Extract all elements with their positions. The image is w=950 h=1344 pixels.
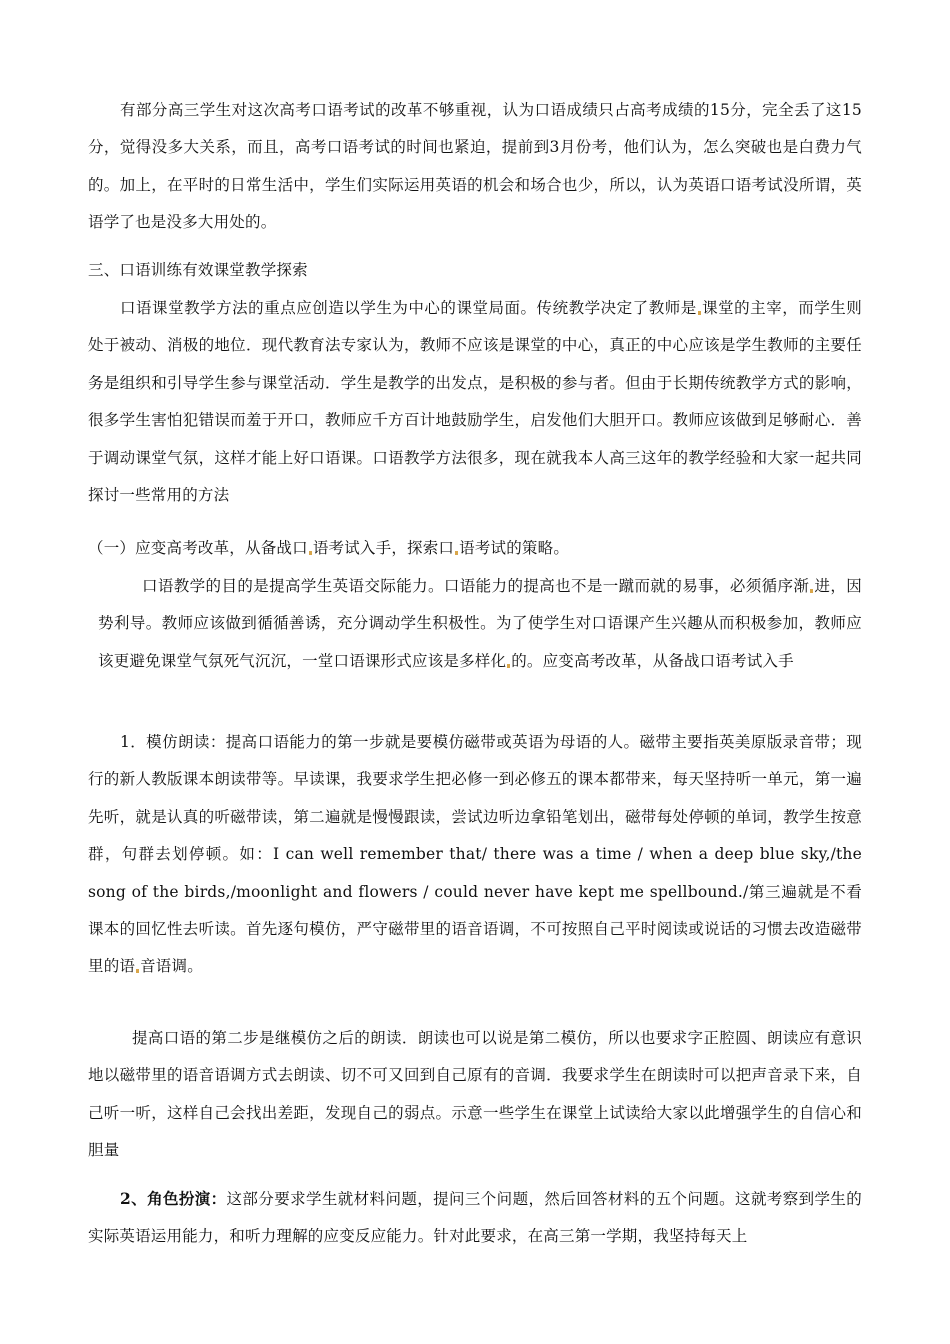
paragraph-role-play-label: 2、角色扮演：: [120, 1189, 227, 1208]
paragraph-teaching-goal-text-c: 的。应变高考改革，从备战口语考试入手: [511, 651, 794, 670]
paragraph-classroom-method: [88, 290, 862, 514]
paragraph-classroom-method-text-b: 课堂的主宰，而学生则处于被动、消极的地位．现代教育法专家认为，教师不应该是课堂的中心，真正的中心应该是学生教师的主要任务是组织和引导学生参与课堂活动．学生是教学的出发点，是积极的参与者。但由于长期传统教学方式的影响，很多学生害怕犯错误而羞于开口，教师应千方百计地鼓励学生，启发他们大胆开口。教师应该做到足够耐心．善于调动课堂气氛，这样才能上好口语课。口语教学方法很多，现在就我本人高三这年的教学经验和大家一起共同探讨一些常用的方法: [88, 299, 862, 505]
paragraph-classroom-method-text-a: 口语课堂教学方法的重点应创造以学生为中心的课堂局面。传统教学决定了教师是: [120, 299, 697, 317]
mark-dot: [309, 551, 312, 555]
subheading-one: [88, 530, 862, 567]
paragraph-teaching-goal-text-b: 进，因势利导。教师应该做到循循善诱，充分调动学生积极性。为了使学生对口语课产生兴趣从而积极参加，教师应该更避免课堂气氛死气沉沉，一堂口语课形式应该是多样化: [98, 577, 862, 670]
mark-dot: [136, 969, 139, 973]
subheading-one-text-a: （一）应变高考改革，从备战口: [88, 539, 308, 557]
paragraph-imitation-reading-text-a: 1．模仿朗读：提高口语能力的第一步就是要模仿磁带或英语为母语的人。磁带主要指英美原版录音带；现行的新人教版课本朗读带等。早读课，我要求学生把必修一到必修五的课本都带来，每天坚持听一单元，第一遍先听，就是认真的听磁带读，第二遍就是慢慢跟读，尝试边听边拿铅笔划出，磁带每处停顿的单词，教学生按意群，句群去划停顿。如：I can well remember that/ there was a time / when a deep blue sky,/the song of the birds,/moonlight and flowers / could never have kept me spellbound./第三遍就是不看课本的回忆性去听读。首先逐句模仿，严守磁带里的语音语调，不可按照自己平时阅读或说话的习惯去改造磁带里的语: [88, 733, 862, 976]
paragraph-imitation-reading: [88, 724, 862, 986]
paragraph-attitude-text: 有部分高三学生对这次高考口语考试的改革不够重视，认为口语成绩只占高考成绩的15分，完全丢了这15分，觉得没多大关系，而且，高考口语考试的时间也紧迫，提前到3月份考，他们认为，怎么突破也是白费力气的。加上，在平时的日常生活中，学生们实际运用英语的机会和场合也少，所以，认为英语口语考试没所谓，英语学了也是没多大用处的。: [88, 101, 862, 232]
paragraph-second-step-text: 提高口语的第二步是继模仿之后的朗读．朗读也可以说是第二模仿，所以也要求字正腔圆、朗读应有意识地以磁带里的语音语调方式去朗读、切不可又回到自己原有的音调．我要求学生在朗读时可以把声音录下来，自己听一听，这样自己会找出差距，发现自己的弱点。示意一些学生在课堂上试读给大家以此增强学生的自信心和胆量: [88, 1029, 862, 1160]
paragraph-imitation-reading-text-b: 音语调。: [140, 957, 203, 976]
paragraph-second-step: [88, 1020, 862, 1170]
section-heading-three: [88, 252, 862, 289]
mark-dot: [455, 551, 458, 555]
paragraph-teaching-goal-text-a: 口语教学的目的是提高学生英语交际能力。口语能力的提高也不是一蹴而就的易事，必须循序渐: [142, 577, 810, 595]
section-heading-three-text: 三、口语训练有效课堂教学探索: [88, 261, 308, 279]
subheading-one-text-b: 语考试入手，探索口: [312, 539, 455, 557]
subheading-one-text-c: 语考试的策略。: [459, 539, 570, 557]
paragraph-role-play-text: 这部分要求学生就材料问题，提问三个问题，然后回答材料的五个问题。这就考察到学生的实际英语运用能力，和听力理解的应变反应能力。针对此要求，在高三第一学期，我坚持每天上: [88, 1190, 862, 1246]
mark-dot: [507, 664, 510, 668]
paragraph-teaching-goal: [88, 568, 862, 680]
paragraph-attitude: [88, 92, 862, 242]
mark-dot: [810, 589, 813, 593]
paragraph-role-play: [88, 1180, 862, 1256]
mark-dot: [698, 311, 701, 315]
